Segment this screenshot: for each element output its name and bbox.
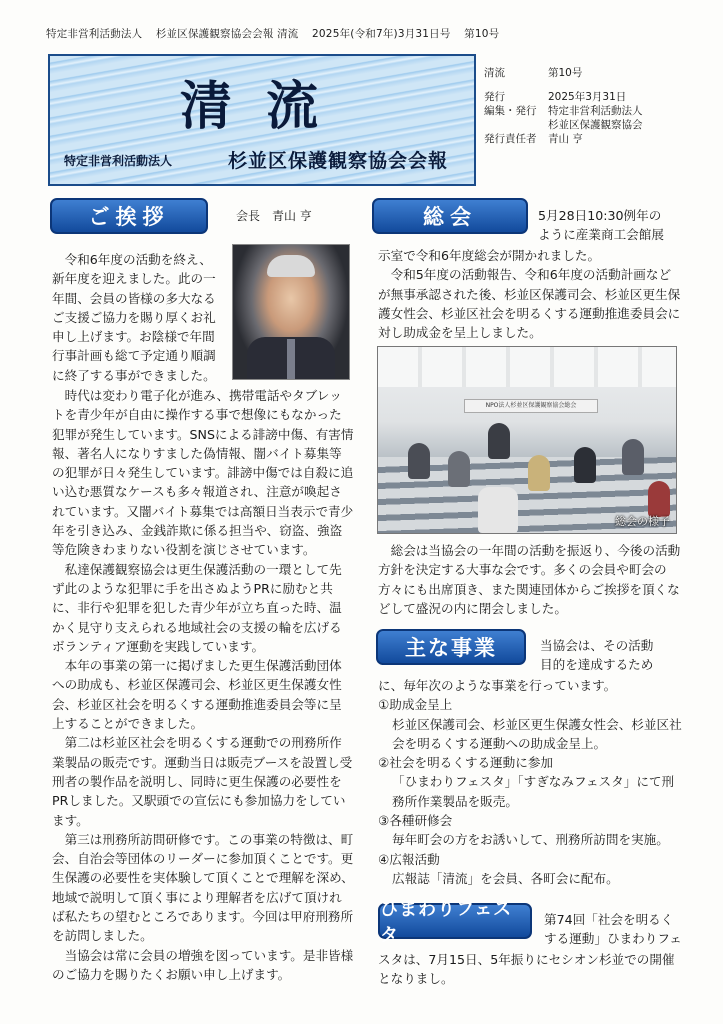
masthead-org-name: 杉並区保護観察協会会報 bbox=[228, 150, 449, 172]
business-item-title: ④広報活動 bbox=[378, 851, 440, 867]
business-intro bbox=[540, 636, 685, 675]
business-item-desc: 「ひまわりフェスタ」「すぎなみフェスタ」にて刑務所作業製品を販売。 bbox=[392, 774, 675, 809]
business-heading: 主な事業 bbox=[376, 629, 526, 665]
business-item-desc: 杉並区保護司会、杉並区更生保護女性会、杉並区社会を明るくする運動への助成金呈上。 bbox=[392, 716, 682, 751]
business-intro-line: に、毎年次のような事業を行っています。 bbox=[378, 678, 617, 693]
header-org: 特定非営利活動法人 bbox=[46, 28, 143, 40]
meeting-after-paragraph: 総会は当協会の一年間の活動を振返り、今後の活動方針を決定する大事な会です。多くの会員や町会の方々にも出席頂き、また関連団体からご挨拶を頂くなどして盛況の内に閉会しました。 bbox=[378, 543, 681, 616]
masthead-title: 清流 bbox=[180, 76, 353, 137]
meeting-intro-line: ように産業商工会館展 bbox=[538, 227, 664, 243]
info-editor-label: 編集・発行 bbox=[484, 105, 537, 117]
header-issue: 第10号 bbox=[464, 28, 500, 40]
himawari-intro-line: 第74回「社会を明るく bbox=[544, 912, 674, 927]
greeting-paragraph: 時代は変わり電子化が進み、携帯電話やタブレットを青少年が自由に操作する事で想像にもなかった犯罪が発生しています。SNSによる誹謗中傷、有害情報、著名人になりすました偽情報、闇バイト募集等の犯罪が日々発生しています。誹謗中傷では自殺に追い込む悪質なケースも多々報道され、注意が喚起されています。又闇バイト募集では高額日当表示で青少年を引き込み、金銭詐欺に係る担当や、窃盗、強盗等危険きわまりない役割を演じさせています。 bbox=[52, 388, 354, 558]
greeting-line: に終了する事ができました。 bbox=[52, 367, 216, 383]
greeting-line: 申し上げます。お陰様で年間 bbox=[52, 329, 215, 345]
greeting-line: 年間、会員の皆様の多大なる bbox=[52, 290, 216, 306]
info-responsible-value: 青山 亨 bbox=[548, 133, 583, 145]
photo-banner: NPO法人杉並区保護観察協会総会 bbox=[464, 399, 598, 413]
info-publish-label: 発行 bbox=[484, 91, 505, 103]
greeting-paragraph: 第三は刑務所訪問研修です。この事業の特徴は、町会、自治会等団体のリーダーに参加頂くことです。更生保護の必要性を実体験して頂くことで理解を深め、地域で説明して頂く事により理解者を広げて頂ければ私たちの望むところであります。今回は甲府刑務所を訪問しました。 bbox=[52, 831, 354, 944]
business-item-title: ③各種研修会 bbox=[378, 813, 453, 829]
header-date: 2025年(令和7年)3月31日号 bbox=[312, 28, 451, 40]
greeting-line: 令和6年度の活動を終え、 bbox=[64, 252, 212, 267]
header-line bbox=[46, 26, 509, 41]
greeting-paragraph: 当協会は常に会員の増強を図っています。是非皆様のご協力を賜りたくお願い申し上げます。 bbox=[52, 947, 354, 982]
himawari-intro-line: する運動」ひまわりフェ bbox=[544, 931, 682, 947]
himawari-intro bbox=[544, 910, 684, 949]
business-intro-line: 当協会は、その活動 bbox=[540, 638, 654, 653]
greeting-heading: ご挨拶 bbox=[50, 198, 208, 234]
business-item-desc: 広報誌「清流」を会員、各町会に配布。 bbox=[392, 870, 619, 886]
info-name-label: 清流 bbox=[484, 67, 505, 79]
meeting-after-photo bbox=[378, 541, 682, 618]
meeting-photo bbox=[377, 346, 677, 534]
info-editor-value-1: 特定非営利活動法人 bbox=[548, 105, 643, 117]
himawari-body bbox=[378, 950, 684, 989]
greeting-line: 行事計画も総て予定通り順調 bbox=[52, 348, 216, 364]
masthead bbox=[48, 54, 476, 186]
greeting-paragraph: 本年の事業の第一に掲げました更生保護活動団体への助成も、杉並区保護司会、杉並区更生保護女性会、杉並区社会を明るくする運動推進委員会等に呈上することができました。 bbox=[52, 658, 342, 732]
photo-caption: 総会の様子 bbox=[615, 515, 670, 528]
business-item-title: ②社会を明るくする運動に参加 bbox=[378, 755, 554, 771]
info-publish-value: 2025年3月31日 bbox=[548, 91, 627, 103]
greeting-line: ご支援ご協力を賜り厚くお礼 bbox=[52, 309, 216, 325]
meeting-body bbox=[378, 246, 682, 342]
meeting-intro-line: 5月28日10:30例年の bbox=[538, 208, 662, 223]
business-item-desc: 毎年町会の方をお誘いして、刑務所訪問を実施。 bbox=[392, 832, 669, 848]
meeting-paragraph: 示室で令和6年度総会が開かれました。 bbox=[378, 248, 601, 263]
greeting-line: 新年度を迎えました。此の一 bbox=[52, 271, 216, 287]
info-responsible-label: 発行責任者 bbox=[484, 133, 537, 145]
greeting-paragraph: 私達保護観察協会は更生保護活動の一環として先ず此のような犯罪に手を出さぬようPRに励むと共に、非行や犯罪を犯した青少年が立ち直った時、温かく見守り支えられる地域社会の支援の輪を広げるボランティア運動を実践しています。 bbox=[52, 561, 342, 654]
greeting-author: 会長 青山 亨 bbox=[236, 209, 312, 223]
meeting-paragraph: 令和5年度の活動報告、令和6年度の活動計画などが無事承認された後、杉並区保護司会、杉並区更生保護女性会、杉並区社会を明るくする運動推進委員会に対し助成金を呈上しました。 bbox=[378, 267, 681, 341]
info-name-value: 第10号 bbox=[548, 67, 583, 79]
himawari-heading: ひまわりフェスタ bbox=[378, 903, 532, 939]
greeting-intro bbox=[52, 250, 230, 385]
masthead-org-prefix: 特定非営利活動法人 bbox=[64, 154, 173, 168]
greeting-body bbox=[52, 386, 354, 984]
business-intro-line: 目的を達成するため bbox=[540, 657, 654, 673]
president-photo bbox=[232, 244, 350, 380]
header-publication: 杉並区保護観察協会会報 清流 bbox=[155, 28, 299, 40]
publication-info bbox=[484, 66, 643, 146]
himawari-text: スタは、7月15日、5年振りにセシオン杉並での開催となりまし。 bbox=[378, 952, 675, 987]
meeting-intro bbox=[538, 206, 688, 245]
business-item-title: ①助成金呈上 bbox=[378, 697, 453, 713]
meeting-heading: 総会 bbox=[372, 198, 528, 234]
greeting-paragraph: 第二は杉並区社会を明るくする運動での刑務所作業製品の販売です。運動当日は販売ブースを設置し受刑者の製作品を説明し、同時に更生保護の必要性をPRしました。又駅頭での宣伝にも参加協力をしています。 bbox=[52, 735, 353, 828]
business-list bbox=[378, 676, 684, 888]
info-editor-value-2: 杉並区保護観察協会 bbox=[548, 119, 643, 131]
